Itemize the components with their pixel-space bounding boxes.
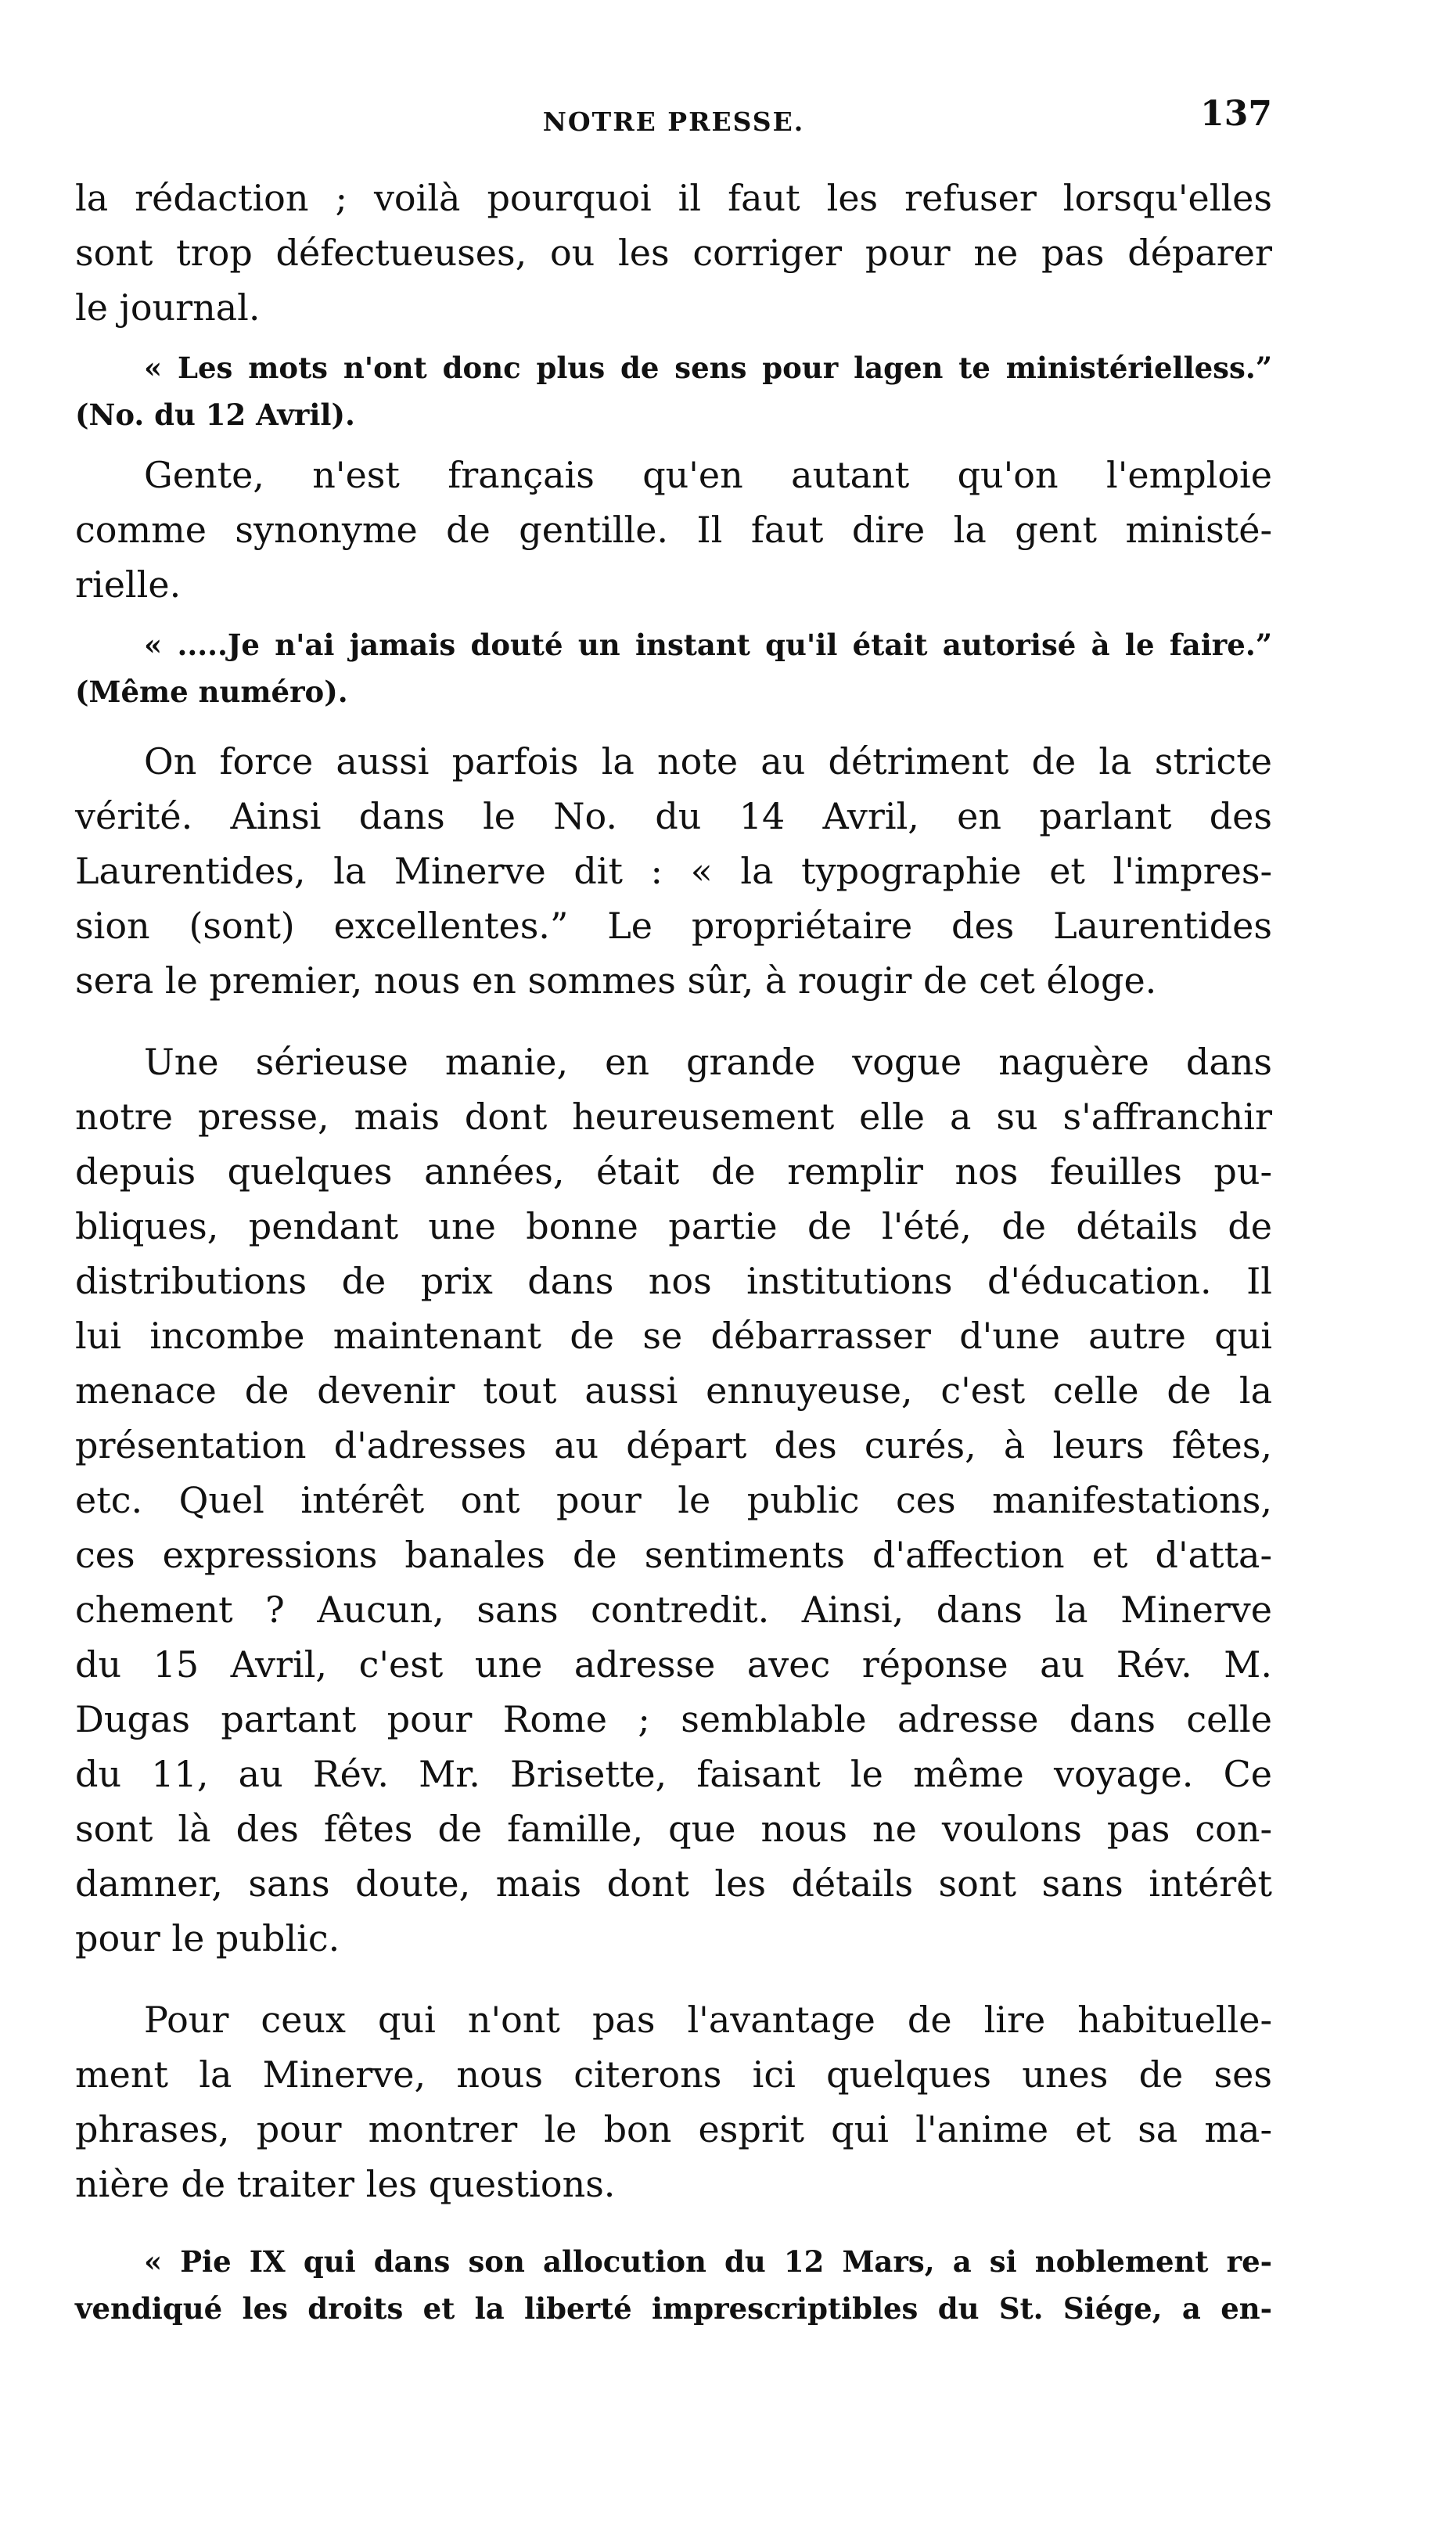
paragraph — [75, 734, 1272, 1008]
text-line: le journal. — [75, 286, 261, 329]
text-line: notre presse, mais dont heureusement elle a su s'affranchir — [75, 1096, 1272, 1138]
text-line: pour le public. — [75, 1917, 340, 1959]
quote-line: « Les mots n'ont donc plus de sens pour lagen te ministérielless.” — [144, 351, 1272, 385]
text-line: chement ? Aucun, sans contredit. Ainsi, dans la Minerve — [75, 1589, 1272, 1631]
running-title: NOTRE PRESSE. — [542, 106, 805, 137]
body-text — [75, 171, 1272, 2332]
paragraph — [75, 1035, 1272, 1966]
paragraph — [75, 448, 1272, 612]
quotation — [75, 344, 1272, 438]
text-line: présentation d'adresses au départ des curés, à leurs fêtes, — [75, 1424, 1272, 1466]
text-line: sont là des fêtes de famille, que nous ne voulons pas con- — [75, 1808, 1272, 1850]
text-line: depuis quelques années, était de remplir nos feuilles pu- — [75, 1150, 1272, 1193]
paragraph — [75, 171, 1272, 335]
text-line: vérité. Ainsi dans le No. du 14 Avril, en parlant des — [75, 795, 1272, 837]
text-line: phrases, pour montrer le bon esprit qui l'anime et sa ma- — [75, 2108, 1272, 2150]
text-line: rielle. — [75, 563, 182, 606]
text-line: damner, sans doute, mais dont les détails sont sans intérêt — [75, 1862, 1272, 1905]
text-line: ment la Minerve, nous citerons ici quelques unes de ses — [75, 2053, 1272, 2096]
text-line: distributions de prix dans nos institutions d'éducation. Il — [75, 1260, 1272, 1302]
text-line: sont trop défectueuses, ou les corriger pour ne pas déparer — [75, 232, 1272, 274]
quote-line: (Même numéro). — [75, 675, 348, 709]
quotation — [75, 621, 1272, 715]
text-line: du 15 Avril, c'est une adresse avec réponse au Rév. M. — [75, 1643, 1272, 1686]
text-line: bliques, pendant une bonne partie de l'été, de détails de — [75, 1205, 1272, 1247]
quote-line: « Pie IX qui dans son allocution du 12 Mars, a si noblement re- — [144, 2244, 1272, 2279]
quote-line: vendiqué les droits et la liberté imprescriptibles du St. Siége, a en- — [75, 2291, 1272, 2326]
page-number: 137 — [1200, 94, 1272, 134]
text-line: etc. Quel intérêt ont pour le public ces manifestations, — [75, 1479, 1272, 1521]
text-line: Une sérieuse manie, en grande vogue naguère dans — [144, 1041, 1272, 1083]
text-line: nière de traiter les questions. — [75, 2163, 616, 2205]
paragraph — [75, 1992, 1272, 2211]
text-line: Laurentides, la Minerve dit : « la typographie et l'impres- — [75, 850, 1272, 892]
text-line: du 11, au Rév. Mr. Brisette, faisant le même voyage. Ce — [75, 1753, 1272, 1795]
text-line: comme synonyme de gentille. Il faut dire la gent ministé- — [75, 509, 1272, 551]
text-line: sera le premier, nous en sommes sûr, à rougir de cet éloge. — [75, 959, 1157, 1002]
quotation — [75, 2238, 1272, 2332]
text-line: ces expressions banales de sentiments d'affection et d'atta- — [75, 1534, 1272, 1576]
text-line: Pour ceux qui n'ont pas l'avantage de lire habituelle- — [144, 1999, 1272, 2041]
text-line: On force aussi parfois la note au détriment de la stricte — [144, 740, 1272, 783]
text-line: lui incombe maintenant de se débarrasser d'une autre qui — [75, 1315, 1272, 1357]
quote-line: (No. du 12 Avril). — [75, 398, 355, 432]
text-line: Dugas partant pour Rome ; semblable adresse dans celle — [75, 1698, 1272, 1740]
running-head — [75, 94, 1272, 141]
text-line: sion (sont) excellentes.” Le propriétaire des Laurentides — [75, 905, 1272, 947]
text-line: Gente, n'est français qu'en autant qu'on l'emploie — [144, 454, 1272, 496]
text-line: la rédaction ; voilà pourquoi il faut les refuser lorsqu'elles — [75, 177, 1272, 219]
text-line: menace de devenir tout aussi ennuyeuse, c'est celle de la — [75, 1369, 1272, 1412]
quote-line: « .....Je n'ai jamais douté un instant qu'il était autorisé à le faire.” — [144, 628, 1272, 662]
